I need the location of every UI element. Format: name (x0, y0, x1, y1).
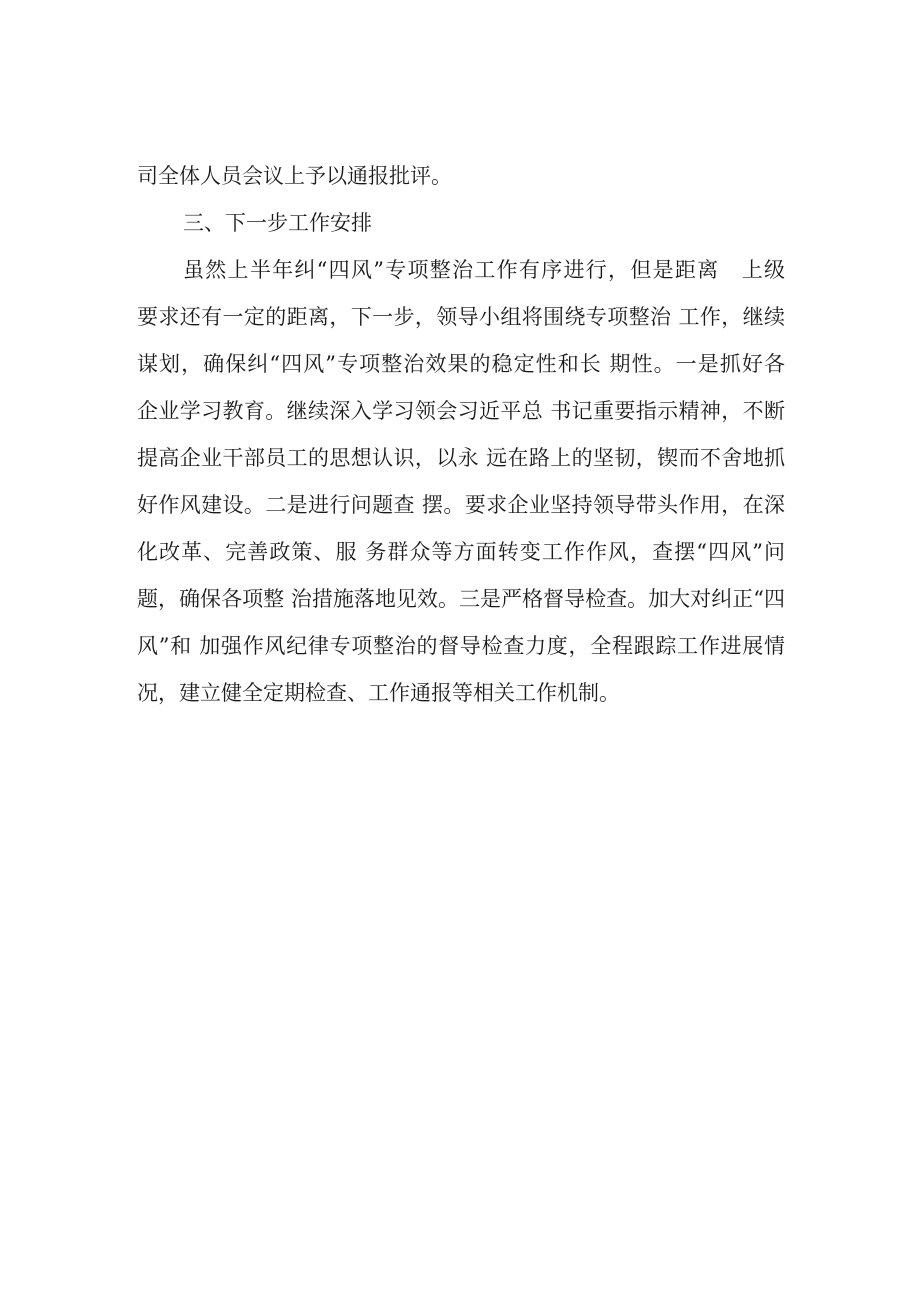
paragraph-line: 企业学习教育。继续深入学习领会习近平总 书记重要指示精神，不断 (137, 399, 785, 423)
paragraph-line: 好作风建设。二是进行问题查 摆。要求企业坚持领导带头作用，在深 (137, 493, 785, 517)
document-body (137, 153, 785, 717)
text-line-continuation: 司全体人员会议上予以通报批评。 (137, 164, 452, 188)
paragraph-line: 要求还有一定的距离，下一步，领导小组将围绕专项整治 工作，继续 (137, 305, 785, 329)
paragraph-line: 题，确保各项整 治措施落地见效。三是严格督导检查。加大对纠正“四 (137, 587, 785, 611)
paragraph-line: 化改革、完善政策、服 务群众等方面转变工作作风，查摆“四风”问 (137, 540, 785, 564)
paragraph-last-line: 况，建立健全定期检查、工作通报等相关工作机制。 (137, 681, 620, 705)
section-heading: 三、下一步工作安排 (183, 211, 372, 235)
paragraph-line: 谋划，确保纠“四风”专项整治效果的稳定性和长 期性。一是抓好各 (137, 352, 785, 376)
paragraph-line: 风”和 加强作风纪律专项整治的督导检查力度，全程跟踪工作进展情 (137, 634, 785, 658)
paragraph-line: 虽然上半年纠“四风”专项整治工作有序进行，但是距离 上级 (183, 258, 785, 282)
paragraph-line: 提高企业干部员工的思想认识，以永 远在路上的坚韧，锲而不舍地抓 (137, 446, 785, 470)
